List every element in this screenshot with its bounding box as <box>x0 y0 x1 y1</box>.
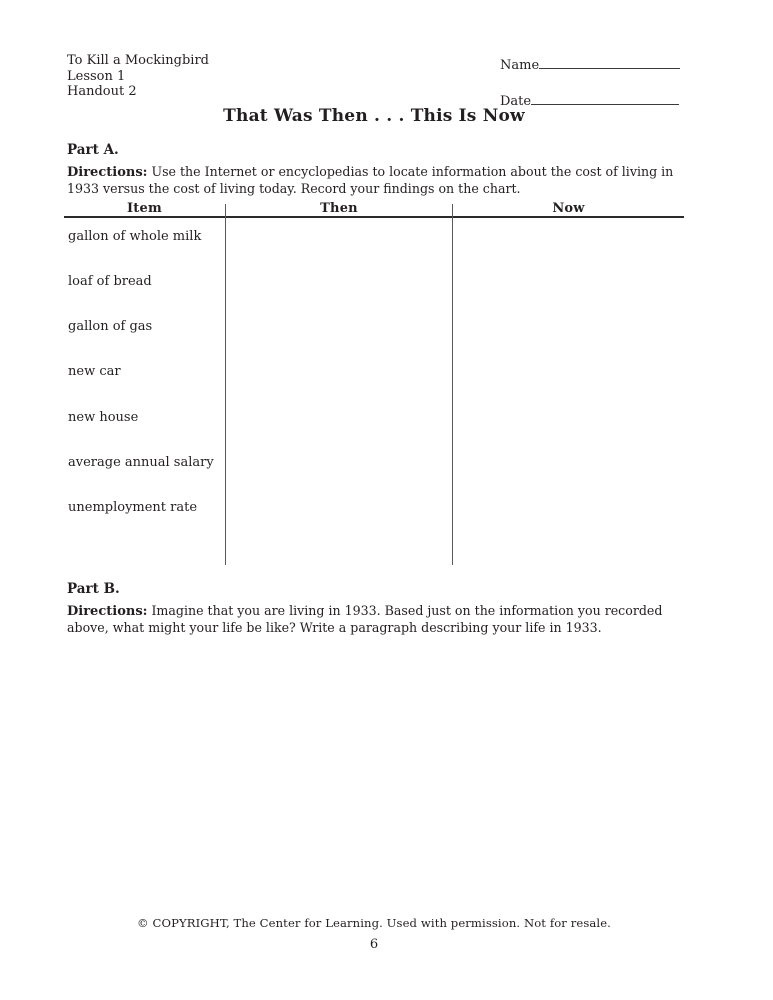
book-title: To Kill a Mockingbird <box>67 53 209 68</box>
column-header-item: Item <box>127 201 162 216</box>
copyright-notice: © COPYRIGHT, The Center for Learning. Used with permission. Not for resale. <box>137 916 611 930</box>
name-row <box>500 55 680 73</box>
column-header-then: Then <box>320 201 358 216</box>
handout-number: Handout 2 <box>67 84 137 100</box>
part-a-directions <box>67 164 691 197</box>
table-row-label: new car <box>68 364 121 379</box>
date-label: Date <box>500 94 532 109</box>
table-row-label: gallon of whole milk <box>68 229 202 244</box>
lesson-number: Lesson 1 <box>67 68 126 84</box>
table-header-rule <box>64 216 684 218</box>
page-title: That Was Then . . . This Is Now <box>223 106 525 126</box>
table-row-label: loaf of bread <box>68 274 152 289</box>
name-date-block <box>500 55 680 109</box>
table-row-label: unemployment rate <box>68 500 198 515</box>
table-column-divider-1 <box>225 204 226 565</box>
part-b-directions <box>67 603 691 636</box>
part-a-directions-label: Directions: <box>67 165 148 180</box>
date-blank-line <box>531 91 679 105</box>
table-row-label: average annual salary <box>68 455 214 470</box>
table-header-row <box>64 201 684 216</box>
name-blank-line <box>539 55 680 69</box>
column-header-now: Now <box>552 201 585 216</box>
page-number: 6 <box>369 937 379 952</box>
part-a-directions-text: Use the Internet or encyclopedias to locate information about the cost of living in 1933 versus the cost of living today. Record your findings on the chart. <box>67 164 674 196</box>
table-column-divider-2 <box>452 204 453 565</box>
table-row-label: new house <box>68 410 139 425</box>
name-label: Name <box>500 58 540 73</box>
part-b-heading: Part B. <box>67 581 120 597</box>
part-b-directions-text: Imagine that you are living in 1933. Based just on the information you recorded above, what might your life be like? Write a paragraph describing your life in 1933. <box>67 603 663 635</box>
part-b-directions-label: Directions: <box>67 604 148 619</box>
table-row-label: gallon of gas <box>68 319 153 334</box>
part-a-heading: Part A. <box>67 142 119 158</box>
course-info <box>67 53 209 100</box>
